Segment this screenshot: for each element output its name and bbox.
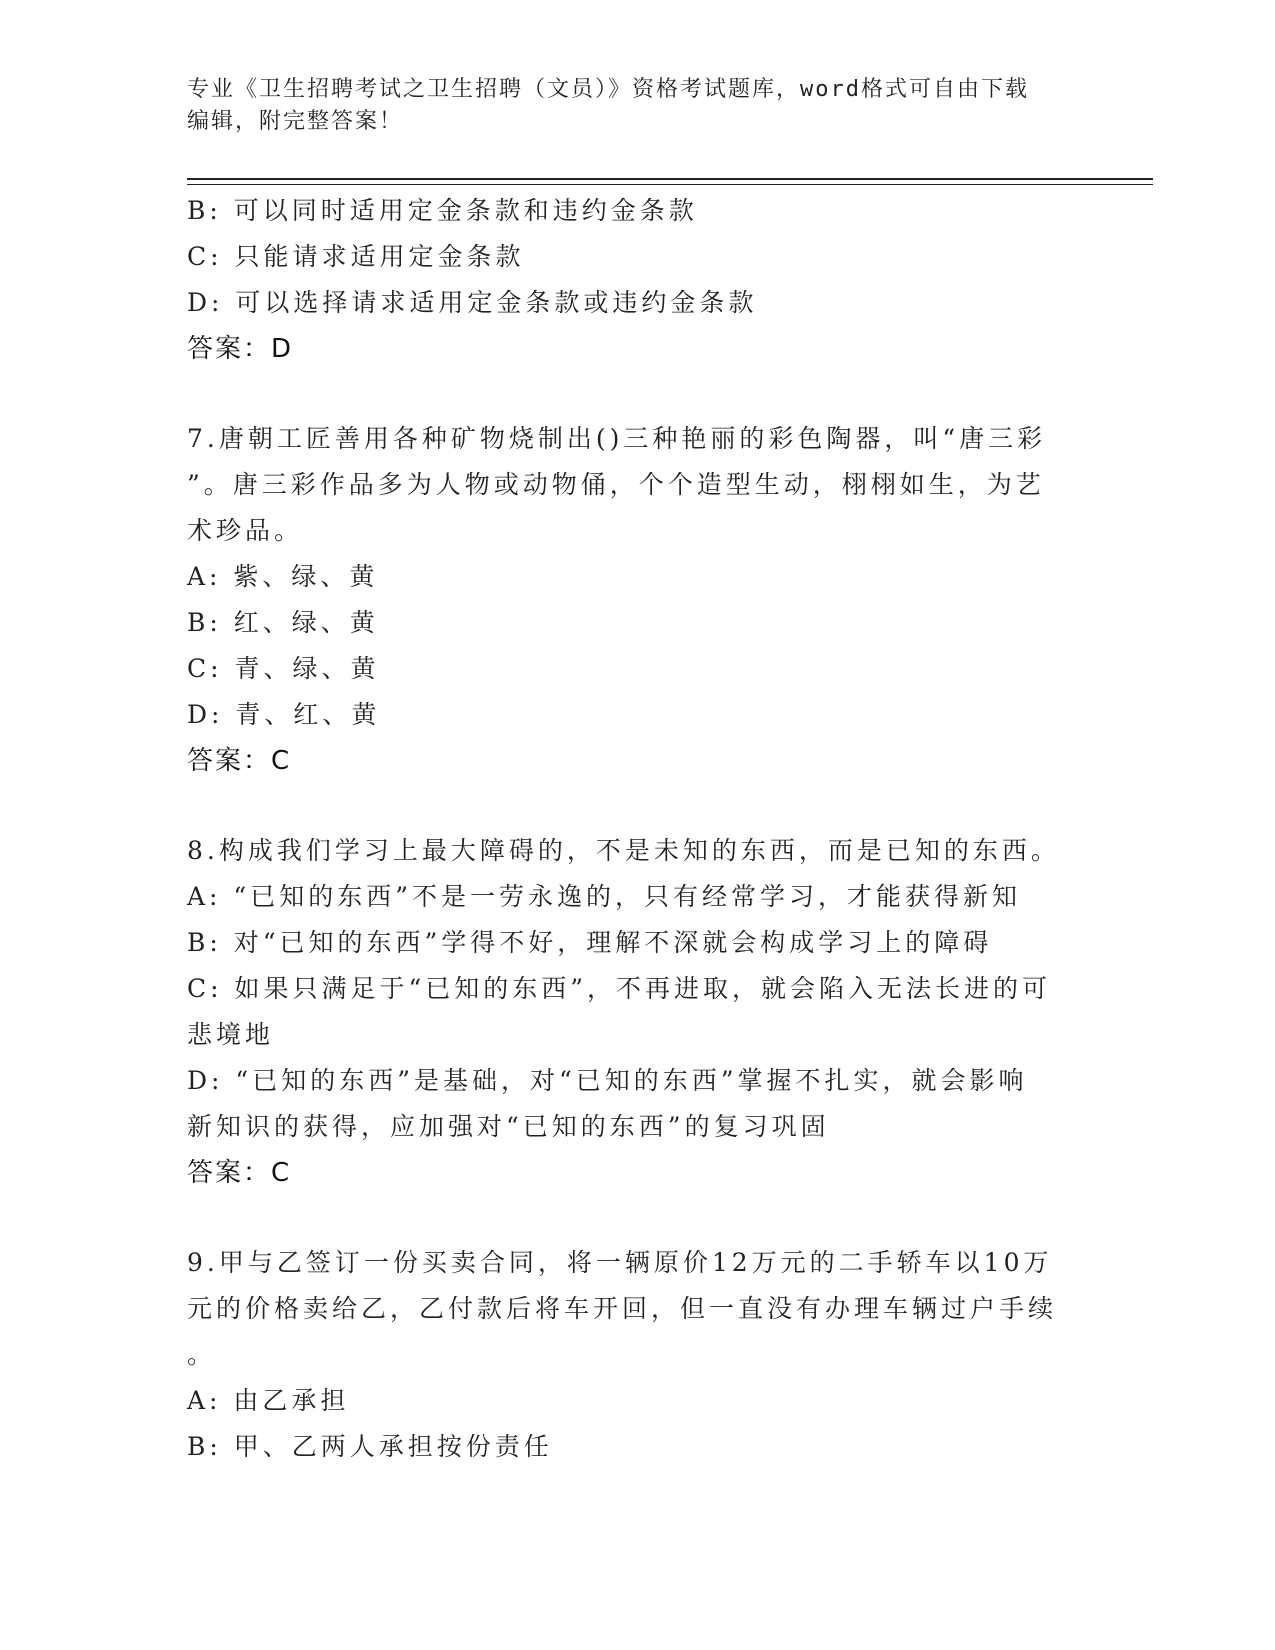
q9-stem-line-1: 9.甲与乙签订一份买卖合同，将一辆原价12万元的二手轿车以10万 xyxy=(187,1248,1053,1277)
header-line-2: 编辑，附完整答案！ xyxy=(187,109,404,134)
q8-answer: 答案：C xyxy=(187,1158,292,1188)
spacer xyxy=(187,784,1087,828)
q7-option-a: A: 紫、绿、黄 xyxy=(187,562,379,591)
q9-stem-line-2: 元的价格卖给乙，乙付款后将车开回，但一直没有办理车辆过户手续 xyxy=(187,1294,1058,1323)
q8-option-d-line-2: 新知识的获得，应加强对“已知的东西”的复习巩固 xyxy=(187,1112,830,1141)
question-6 xyxy=(187,188,1087,372)
q7-stem-line-3: 术珍品。 xyxy=(187,516,304,545)
q8-stem-line-1: 8.构成我们学习上最大障碍的，不是未知的东西，而是已知的东西。 xyxy=(187,836,1060,865)
q7-answer: 答案：C xyxy=(187,746,292,776)
q8-option-c-line-2: 悲境地 xyxy=(187,1020,275,1049)
q6-option-d: D: 可以选择请求适用定金条款或违约金条款 xyxy=(187,288,758,317)
q9-stem-line-3: 。 xyxy=(187,1340,217,1369)
q7-option-d: D: 青、红、黄 xyxy=(187,700,381,729)
question-8 xyxy=(187,828,1087,1196)
q6-option-c: C: 只能请求适用定金条款 xyxy=(187,242,525,271)
spacer xyxy=(187,372,1087,416)
q7-option-b: B: 红、绿、黄 xyxy=(187,608,379,637)
q8-option-a: A: “已知的东西”不是一劳永逸的，只有经常学习，才能获得新知 xyxy=(187,882,1021,911)
document-header xyxy=(187,74,1067,138)
q7-stem-line-1: 7.唐朝工匠善用各种矿物烧制出()三种艳丽的彩色陶器，叫“唐三彩 xyxy=(187,424,1047,453)
q8-option-d-line-1: D: “已知的东西”是基础，对“已知的东西”掌握不扎实，就会影响 xyxy=(187,1066,1028,1095)
question-9 xyxy=(187,1240,1087,1470)
header-line-1: 专业《卫生招聘考试之卫生招聘（文员）》资格考试题库，word格式可自由下载 xyxy=(187,77,1029,102)
question-7 xyxy=(187,416,1087,784)
header-divider-thin xyxy=(187,184,1153,185)
q9-option-a: A: 由乙承担 xyxy=(187,1386,350,1415)
document-body xyxy=(187,188,1087,1470)
q8-option-c-line-1: C: 如果只满足于“已知的东西”，不再进取，就会陷入无法长进的可 xyxy=(187,974,1052,1003)
q6-answer: 答案：D xyxy=(187,334,294,364)
q7-option-c: C: 青、绿、黄 xyxy=(187,654,380,683)
q6-option-b: B: 可以同时适用定金条款和违约金条款 xyxy=(187,196,698,225)
q8-option-b: B: 对“已知的东西”学得不好，理解不深就会构成学习上的障碍 xyxy=(187,928,993,957)
q9-option-b: B: 甲、乙两人承担按份责任 xyxy=(187,1432,553,1461)
spacer xyxy=(187,1196,1087,1240)
header-divider-thick xyxy=(187,178,1153,180)
q7-stem-line-2: ”。唐三彩作品多为人物或动物俑，个个造型生动，栩栩如生，为艺 xyxy=(187,470,1045,499)
